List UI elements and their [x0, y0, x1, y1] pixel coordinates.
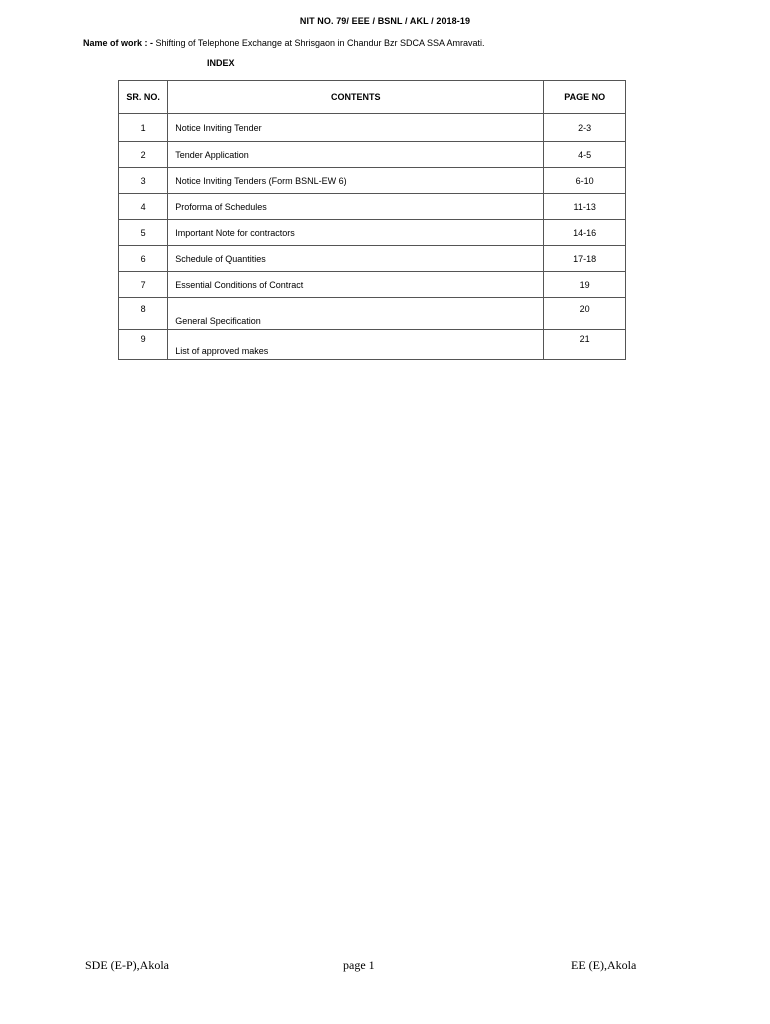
column-header-sr-no: SR. NO. [119, 81, 168, 114]
footer-page-number: page 1 [343, 958, 375, 972]
table-row [119, 330, 626, 360]
sr-no-cell: 7 [119, 272, 168, 298]
table-row [119, 298, 626, 330]
sr-no-cell: 4 [119, 194, 168, 220]
content-cell: Schedule of Quantities [168, 246, 544, 272]
table-row [119, 194, 626, 220]
footer-signatory-right: EE (E),Akola [571, 958, 637, 972]
name-of-work-description: Shifting of Telephone Exchange at Shrisgaon in Chandur Bzr SDCA SSA Amravati. [153, 38, 485, 48]
sr-no-cell: 5 [119, 220, 168, 246]
content-cell: Essential Conditions of Contract [168, 272, 544, 298]
table-row [119, 272, 626, 298]
index-title: INDEX [207, 58, 235, 68]
footer-signatory-left: SDE (E-P),Akola [85, 958, 169, 972]
sr-no-cell: 8 [119, 298, 168, 330]
page-no-cell: 20 [544, 298, 626, 330]
sr-no-cell: 6 [119, 246, 168, 272]
index-table-header-row [119, 81, 626, 114]
page-no-cell: 19 [544, 272, 626, 298]
name-of-work-label: Name of work : - [83, 38, 154, 48]
content-cell: General Specification [168, 298, 544, 330]
sr-no-cell: 9 [119, 330, 168, 360]
page-no-cell: 2-3 [544, 114, 626, 142]
content-cell: Important Note for contractors [168, 220, 544, 246]
sr-no-cell: 3 [119, 168, 168, 194]
page-no-cell: 21 [544, 330, 626, 360]
content-cell: Proforma of Schedules [168, 194, 544, 220]
content-cell: Tender Application [168, 142, 544, 168]
table-row [119, 168, 626, 194]
table-row [119, 114, 626, 142]
page-no-cell: 4-5 [544, 142, 626, 168]
table-row [119, 142, 626, 168]
index-table [118, 80, 626, 360]
page-no-cell: 14-16 [544, 220, 626, 246]
table-row [119, 246, 626, 272]
name-of-work [83, 38, 485, 48]
content-cell: Notice Inviting Tenders (Form BSNL-EW 6) [168, 168, 544, 194]
page-no-cell: 6-10 [544, 168, 626, 194]
page-no-cell: 11-13 [544, 194, 626, 220]
sr-no-cell: 2 [119, 142, 168, 168]
page-no-cell: 17-18 [544, 246, 626, 272]
content-cell: Notice Inviting Tender [168, 114, 544, 142]
nit-number-heading: NIT NO. 79/ EEE / BSNL / AKL / 2018-19 [299, 16, 471, 26]
column-header-page-no: PAGE NO [544, 81, 626, 114]
table-row [119, 220, 626, 246]
sr-no-cell: 1 [119, 114, 168, 142]
content-cell: List of approved makes [168, 330, 544, 360]
column-header-contents: CONTENTS [168, 81, 544, 114]
